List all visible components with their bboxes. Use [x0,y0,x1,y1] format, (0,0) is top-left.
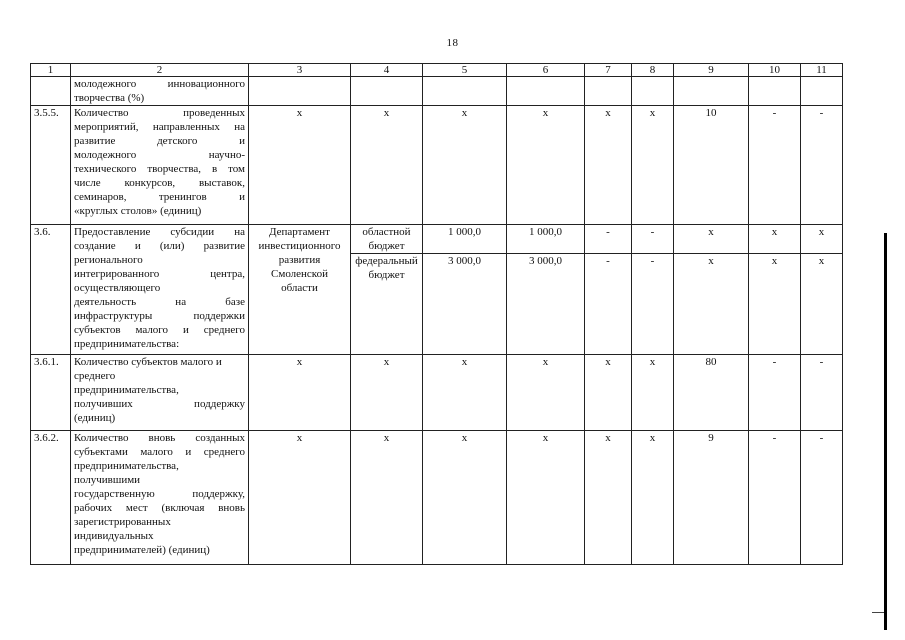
table-cell: x [749,225,801,254]
table-cell: - [749,106,801,225]
header-cell: 2 [71,64,249,77]
table-cell: x [351,106,423,225]
table-cell: x [423,355,507,431]
row-description: Количество субъектов малого и среднего предпринимательства, получивших поддержку (единиц) [71,355,249,431]
table-cell: x [423,431,507,565]
funding-source: федеральный бюджет [351,254,423,355]
table-row [31,355,843,431]
funding-source: областной бюджет [351,225,423,254]
table-cell: x [632,431,674,565]
table-cell: x [749,254,801,355]
scan-edge-line [884,233,887,630]
row-description: Количество проведенных мероприятий, направленных на развитие детского и молодежного научно- технического творчества, в том числе конкурсов, выставок, семинаров, тренингов и «круглых столов» (единиц) [71,106,249,225]
table-cell: x [351,355,423,431]
table-cell: x [507,106,585,225]
table-cell: x [351,431,423,565]
header-cell: 5 [423,64,507,77]
header-row [31,64,843,77]
table-cell: x [507,431,585,565]
table-cell: 3 000,0 [423,254,507,355]
table-cell: - [632,254,674,355]
header-cell: 1 [31,64,71,77]
header-cell: 10 [749,64,801,77]
row-description: Количество вновь созданных субъектами малого и среднего предпринимательства, получившими государственную поддержку, рабочих мест (включая вновь зарегистрированных индивидуальных предпринимателей) (единиц) [71,431,249,565]
page-number: 18 [446,37,459,49]
table-cell: - [801,431,843,565]
table-cell: x [249,431,351,565]
header-cell: 4 [351,64,423,77]
table-cell: x [674,225,749,254]
table-cell: 10 [674,106,749,225]
table-row [31,225,843,254]
table-cell: x [585,106,632,225]
responsible-executor: Департамент инвестиционного развития Смоленской области [249,225,351,355]
table-cell: x [632,106,674,225]
table-row [31,106,843,225]
table-cell: - [585,225,632,254]
table-cell: x [585,431,632,565]
table-row [31,431,843,565]
table-cell: 3 000,0 [507,254,585,355]
row-number [31,77,71,106]
header-cell: 9 [674,64,749,77]
scan-edge-mark [872,612,884,613]
header-cell: 3 [249,64,351,77]
header-cell: 6 [507,64,585,77]
table-cell: 80 [674,355,749,431]
table-cell: - [801,106,843,225]
table-cell: - [749,355,801,431]
table-cell: 1 000,0 [507,225,585,254]
table-cell: - [632,225,674,254]
row-description: Предоставление субсидии на создание и (или) развитие регионального интегрированного центра, осуществляющего деятельность на базе инфраструктуры поддержки субъектов малого и среднего предпринимательства: [71,225,249,355]
table-cell: x [249,106,351,225]
row-number: 3.6.1. [31,355,71,431]
table-cell: x [801,225,843,254]
table-cell: x [507,355,585,431]
table-row [31,77,843,106]
table-cell: 9 [674,431,749,565]
table-cell: 1 000,0 [423,225,507,254]
table-cell: - [749,431,801,565]
table-cell: x [423,106,507,225]
table-cell: x [585,355,632,431]
header-cell: 7 [585,64,632,77]
table-cell: x [674,254,749,355]
table-cell: x [632,355,674,431]
table-cell: x [249,355,351,431]
table-cell: - [585,254,632,355]
row-number: 3.6. [31,225,71,355]
header-cell: 11 [801,64,843,77]
table-cell: x [801,254,843,355]
table-cell: - [801,355,843,431]
row-number: 3.5.5. [31,106,71,225]
row-description: молодежного инновационного творчества (%) [71,77,249,106]
program-table [30,63,843,565]
header-cell: 8 [632,64,674,77]
row-number: 3.6.2. [31,431,71,565]
